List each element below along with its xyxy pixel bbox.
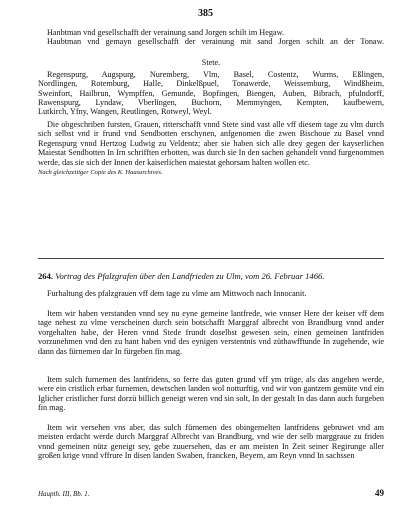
text-line: Haubtman vnd gemayn gesellschafft der verainung mit sand Jorgen schilt an der Tonaw. xyxy=(47,37,384,47)
footer xyxy=(38,490,384,498)
source-note-wrap xyxy=(38,168,384,177)
list-item: Regenspurg, Augspurg, Nuremberg, Vlm, Basel, Costentz, Wurms, Eßlingen, xyxy=(47,70,384,79)
source-note: Nach gleichzeitiger Copie des K. Hausarchives. xyxy=(38,169,163,176)
paragraph: Item wir haben verstanden vnnd sey nu eyne gemeine lantfrede, wie vnnser Here der keiser vff dem tage nehest zu vlme verscheinen durch sein botschafft Marggraf albrecht von Brandburg vnnd ander vorgehalten habe, der Heren vnnd Stede frundt doselbst gewesen sein, einen gemeinen lantfriden vorzunehmen vnd den zu hant haben vnd des eynigen verstentnis vnd züthawfftunde In zugehende, wie dann das fürnemen dar In fürgeben fin mag. xyxy=(38,309,384,356)
section-divider xyxy=(38,258,384,259)
section-number: 264. xyxy=(38,271,54,281)
paragraph: Item sulch furnemen des lantfridens, so ferre das guten grund vff ym trüge, als das angehen werde, were ein cristlich erbar furnemen, dewtschen landen wol notturftig, vnd wir von gantzem gemüte vnd ein Iglicher cristlicher furst dorzü billich geneigt weren vnd sin solt, In der gestalt In das dann auch furgeben fin mag. xyxy=(38,375,384,413)
footer-signature: Haupth. III, Bb. 1. xyxy=(38,490,90,498)
stete-heading-wrap xyxy=(38,58,384,67)
list-item: Rawenspurg, Lyndaw, Vberlingen, Buchorn, Memmyngen, Kempten, kaufbewern, xyxy=(38,97,384,107)
page-number: 385 xyxy=(198,8,213,19)
text-line: Hanbtman vnd gesellschafft der verainung sand Jorgen schilt im Hegaw. xyxy=(47,28,284,37)
top-block xyxy=(38,28,384,47)
footer-sheet-number: 49 xyxy=(375,488,384,498)
section-heading xyxy=(38,272,384,281)
paragraph: Furhaltung des pfalzgrauen vff dem tage zu vlme am Mittwoch nach Innocanit. xyxy=(47,289,307,298)
list-item: Sweinfort, Hailbrun, Wympffen, Gemunde, Bopfingen, Biengen, Auben, Bibrach, pfulndorff, xyxy=(38,88,384,98)
list-item: Lutkirch, Yfny, Wangen, Reutlingen, Rotweyl, Weyl. xyxy=(38,107,212,117)
stete-list xyxy=(38,70,384,116)
section-title: Vortrag des Pfalzgrafen über den Landfrieden zu Ulm, vom 26. Februar 1466. xyxy=(55,271,325,281)
list-item: Nordlingen, Rotemburg, Halle, Dinkelßpuel, Tonawerde, Weissemburg, Windßheim, xyxy=(38,79,384,89)
paragraph: Die obgeschriben fursten, Grauen, ritterschafft vnnd Stete sind vast alle vff diesem tage zu vlm durch sich selbst vnd ir frund vnd Sendbotten erschynen, anfgenomen die zwen Bischoue zu Basel vnnd Regenspurg vnnd Hertzog Ludwig zu Veldentz; aber sie haben sich alle drey gegen der kayserlichen Maiestat Sendbotten In Irn schrifften erbotten, was durch sie In den sachen gehandelt vnnd furgenommen werde, das sie sich der Innen der kaiserlichen maiestat gehorsam halten wollen etc. xyxy=(38,120,384,167)
stete-heading: Stete. xyxy=(201,58,221,67)
paragraph: Item wir versehen vns aber, das sulch fürnemen des obingemelten lantfridens gebruwet vnd am meisten erdacht werde durch Marggraf Albrecht van Brandburg, vnd wie der selb marggraue zu friden vnnd gemeinen nütz geneigt sey, gebe zuuersehen, das er am meisten In Zeit seiner Regirunge aller großen krige vnnd vffrure In disen landen Swaben, francken, Beyern, am Reyn vnnd In sachssen xyxy=(38,423,384,461)
